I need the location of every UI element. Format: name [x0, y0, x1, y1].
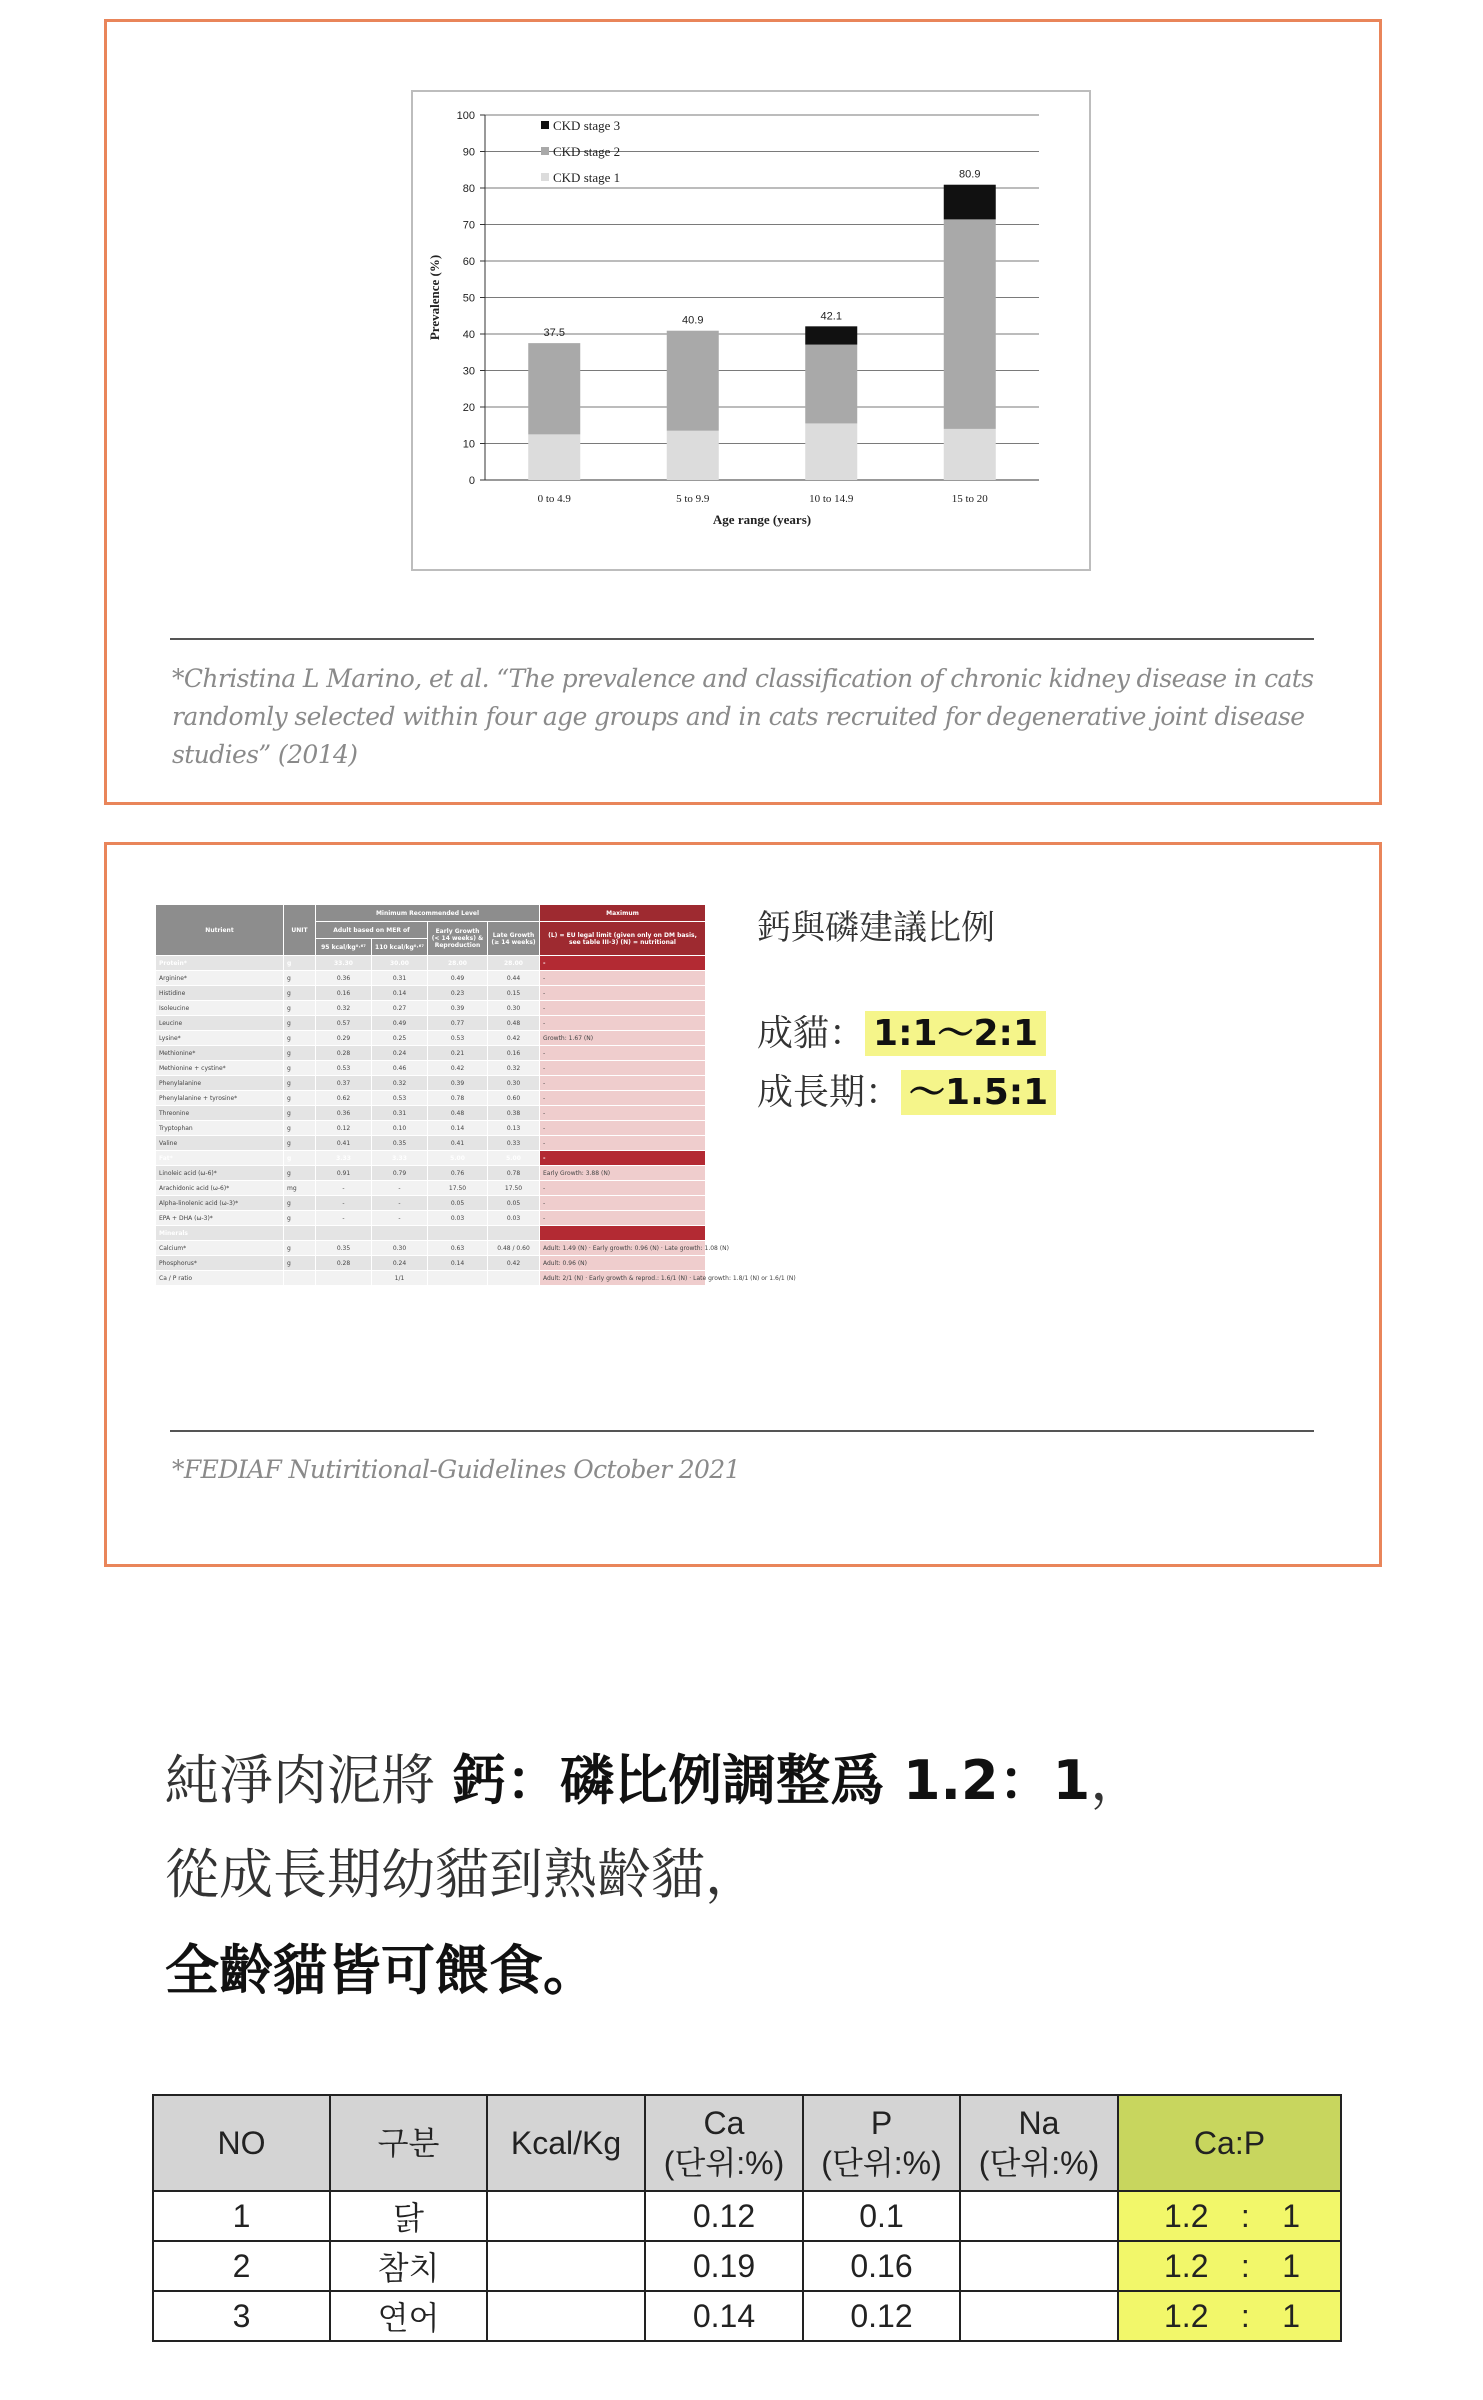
th-kcal: Kcal/Kg: [487, 2095, 645, 2191]
legend-swatch: [541, 147, 549, 155]
cell-ca: 0.12: [645, 2191, 803, 2241]
fediaf-nutrient-table: [155, 904, 796, 1286]
nutrient-adult-95: -: [316, 1211, 372, 1226]
nutrient-early: 0.42: [428, 1061, 488, 1076]
nutrient-max: [540, 1226, 706, 1241]
nutrient-late: 0.03: [488, 1211, 540, 1226]
nutrient-adult-110: 0.32: [372, 1076, 428, 1091]
headline-line2: 從成長期幼貓到熟齡貓，: [165, 1843, 759, 1906]
y-tick-label: 90: [462, 146, 475, 159]
th-early-growth: Early Growth (< 14 weeks) & Reproduction: [428, 922, 488, 956]
y-tick-label: 100: [456, 110, 475, 122]
nutrient-late: 0.48: [488, 1016, 540, 1031]
nutrient-name: Tryptophan: [156, 1121, 284, 1136]
nutrient-late: 0.38: [488, 1106, 540, 1121]
nutrient-name: Valine: [156, 1136, 284, 1151]
cap-p: 1: [1282, 2247, 1300, 2284]
nutrient-late: 0.78: [488, 1166, 540, 1181]
nutrient-name: Methionine*: [156, 1046, 284, 1061]
bar-segment: [528, 343, 580, 434]
legend-label: CKD stage 3: [553, 118, 621, 133]
nutrient-late: 0.48 / 0.60: [488, 1241, 540, 1256]
cap-p: 1: [1282, 2197, 1300, 2234]
cell-cap: [1118, 2241, 1341, 2291]
nutrient-unit: g: [284, 1091, 316, 1106]
nutrient-adult-110: 0.53: [372, 1091, 428, 1106]
bar-segment: [805, 423, 857, 480]
table-row: [153, 2191, 1341, 2241]
headline-line3-bold: 全齡貓皆可餵食。: [165, 1939, 597, 2002]
nutrient-row: [156, 1241, 706, 1256]
nutrient-adult-95: 0.57: [316, 1016, 372, 1031]
chart-citation: [172, 660, 1352, 774]
nutrient-name: Protein*: [156, 956, 284, 971]
nutrient-late: 5.00: [488, 1151, 540, 1166]
nutrient-late: 0.13: [488, 1121, 540, 1136]
nutrient-name: EPA + DHA (ω-3)*: [156, 1211, 284, 1226]
nutrient-unit: g: [284, 1166, 316, 1181]
nutrient-late: 0.30: [488, 1076, 540, 1091]
nutrient-adult-95: 0.29: [316, 1031, 372, 1046]
nutrient-early: 0.48: [428, 1106, 488, 1121]
cell-cap: [1118, 2191, 1341, 2241]
nutrient-early: 0.49: [428, 971, 488, 986]
th-max-note: (L) = EU legal limit (given only on DM basis, see table III-3) (N) = nutritional: [540, 922, 706, 956]
nutrient-row: [156, 1016, 706, 1031]
adult-ratio-value: 1:1～2:1: [865, 1011, 1046, 1056]
chart-citation-line1: *Christina L Marino, et al. “The prevalence and classification of chronic kidney disease in cats: [172, 664, 1314, 693]
ca-p-table: [152, 2094, 1342, 2342]
nutrient-row: [156, 971, 706, 986]
fediaf-citation: *FEDIAF Nutiritional-Guidelines October 2021: [172, 1455, 740, 1484]
nutrient-adult-95: [316, 1226, 372, 1241]
nutrient-max: -: [540, 1091, 706, 1106]
nutrient-name: Histidine: [156, 986, 284, 1001]
adult-ratio-label: 成貓：: [757, 1013, 866, 1054]
nutrient-name: Minerals: [156, 1226, 284, 1241]
nutrient-name: Threonine: [156, 1106, 284, 1121]
nutrient-late: 28.00: [488, 956, 540, 971]
nutrient-row: [156, 986, 706, 1001]
nutrient-adult-95: 0.91: [316, 1166, 372, 1181]
headline-line3: [165, 1928, 597, 2005]
th-late-growth: Late Growth (≥ 14 weeks): [488, 922, 540, 956]
cell-no: 2: [153, 2241, 330, 2291]
nutrient-adult-95: 33.30: [316, 956, 372, 971]
nutrient-group-row: [156, 956, 706, 971]
bar-total-label: 40.9: [682, 314, 704, 327]
y-tick-label: 20: [462, 402, 475, 414]
th-maximum: Maximum: [540, 905, 706, 922]
nutrient-early: 28.00: [428, 956, 488, 971]
nutrient-max: -: [540, 1061, 706, 1076]
nutrient-max: Adult: 2/1 (N) · Early growth & reprod.: 1.6/1 (N) · Late growth: 1.8/1 (N) or 1.6/1 (N): [540, 1271, 706, 1286]
x-tick-label: 5 to 9.9: [676, 493, 710, 505]
nutrient-early: 5.00: [428, 1151, 488, 1166]
nutrient-unit: g: [284, 1241, 316, 1256]
nutrient-unit: g: [284, 1196, 316, 1211]
nutrient-max: Early Growth: 3.88 (N): [540, 1166, 706, 1181]
nutrient-name: Fat*: [156, 1151, 284, 1166]
ckd-chart-frame: [411, 90, 1091, 571]
cell-kcal: [487, 2191, 645, 2241]
cell-cap: [1118, 2291, 1341, 2341]
growth-ratio-value: ～1.5:1: [901, 1070, 1056, 1115]
nutrient-max: -: [540, 1001, 706, 1016]
nutrient-max: Adult: 1.49 (N) · Early growth: 0.96 (N) · Late growth: 1.08 (N): [540, 1241, 706, 1256]
bar-segment: [667, 431, 719, 480]
nutrient-max: -: [540, 971, 706, 986]
growth-ratio-label: 成長期：: [757, 1072, 902, 1113]
nutrient-unit: g: [284, 1121, 316, 1136]
cap-ca: 1.2: [1164, 2197, 1209, 2234]
nutrient-adult-95: -: [316, 1196, 372, 1211]
nutrient-adult-110: 0.24: [372, 1046, 428, 1061]
nutrient-max: -: [540, 1136, 706, 1151]
legend-swatch: [541, 121, 549, 129]
fediaf-citation-divider: [170, 1430, 1314, 1432]
nutrient-early: 0.21: [428, 1046, 488, 1061]
nutrient-unit: [284, 1226, 316, 1241]
y-tick-label: 70: [462, 219, 475, 232]
nutrient-name: Lysine*: [156, 1031, 284, 1046]
nutrient-late: 0.60: [488, 1091, 540, 1106]
cap-sep: :: [1240, 2247, 1250, 2284]
nutrient-max: -: [540, 1046, 706, 1061]
nutrient-adult-95: 0.36: [316, 971, 372, 986]
nutrient-adult-110: 1/1: [372, 1271, 428, 1286]
nutrient-adult-95: 0.41: [316, 1136, 372, 1151]
cap-ca: 1.2: [1164, 2297, 1209, 2334]
y-tick-label: 30: [462, 365, 475, 378]
cap-sep: :: [1240, 2197, 1250, 2234]
nutrient-row: [156, 1091, 706, 1106]
nutrient-unit: g: [284, 956, 316, 971]
cell-kcal: [487, 2241, 645, 2291]
nutrient-late: [488, 1271, 540, 1286]
nutrient-max: -: [540, 1106, 706, 1121]
th-na-label: Na: [1018, 2105, 1060, 2141]
nutrient-row: [156, 1271, 706, 1286]
nutrient-group-row: [156, 1151, 706, 1166]
nutrient-adult-110: 0.10: [372, 1121, 428, 1136]
nutrient-unit: g: [284, 1211, 316, 1226]
cell-p: 0.12: [803, 2291, 960, 2341]
headline-line1-tail: ，: [1090, 1749, 1145, 1812]
bar-total-label: 37.5: [543, 327, 565, 340]
nutrient-name: Alpha-linolenic acid (ω-3)*: [156, 1196, 284, 1211]
cell-ca: 0.19: [645, 2241, 803, 2291]
cell-kind: 참치: [330, 2241, 487, 2291]
bar-total-label: 80.9: [959, 168, 981, 181]
fediaf-table-body: [156, 956, 796, 1286]
nutrient-early: 0.76: [428, 1166, 488, 1181]
nutrient-early: 17.50: [428, 1181, 488, 1196]
nutrient-early: 0.39: [428, 1076, 488, 1091]
adult-ratio-row: [757, 1005, 1046, 1056]
th-ca: [645, 2095, 803, 2191]
th-na-unit: (단위:%): [978, 2145, 1100, 2181]
nutrient-name: Arginine*: [156, 971, 284, 986]
nutrient-group-row: [156, 1226, 706, 1241]
nutrient-unit: g: [284, 1061, 316, 1076]
citation-divider: [170, 638, 1314, 640]
nutrient-max: -: [540, 1121, 706, 1136]
nutrient-unit: g: [284, 1151, 316, 1166]
nutrient-adult-110: 0.79: [372, 1166, 428, 1181]
nutrient-late: 0.30: [488, 1001, 540, 1016]
th-kind: 구분: [330, 2095, 487, 2191]
nutrient-adult-110: 3.33: [372, 1151, 428, 1166]
nutrient-early: 0.77: [428, 1016, 488, 1031]
th-ca-unit: (단위:%): [663, 2145, 785, 2181]
y-axis-label: Prevalence (%): [427, 254, 442, 341]
th-nutrient: Nutrient: [156, 905, 284, 956]
nutrient-adult-110: 0.46: [372, 1061, 428, 1076]
bar-segment: [805, 326, 857, 344]
nutrient-unit: g: [284, 1016, 316, 1031]
nutrient-late: 0.16: [488, 1046, 540, 1061]
nutrient-name: Isoleucine: [156, 1001, 284, 1016]
nutrient-early: 0.78: [428, 1091, 488, 1106]
nutrient-row: [156, 1121, 706, 1136]
nutrient-adult-95: 0.28: [316, 1046, 372, 1061]
nutrient-row: [156, 1211, 706, 1226]
nutrient-late: 0.32: [488, 1061, 540, 1076]
nutrient-unit: g: [284, 986, 316, 1001]
nutrient-adult-110: 0.25: [372, 1031, 428, 1046]
th-p-unit: (단위:%): [821, 2145, 942, 2181]
cell-na: [960, 2191, 1118, 2241]
nutrient-adult-110: -: [372, 1196, 428, 1211]
nutrient-name: Linoleic acid (ω-6)*: [156, 1166, 284, 1181]
y-tick-label: 10: [462, 438, 475, 451]
nutrient-late: 0.44: [488, 971, 540, 986]
cap-sep: :: [1240, 2297, 1250, 2334]
cap-ca: 1.2: [1164, 2247, 1209, 2284]
cell-no: 3: [153, 2291, 330, 2341]
ratio-title: 鈣與磷建議比例: [757, 908, 995, 948]
th-adult: Adult based on MER of: [316, 922, 428, 939]
cell-kind: 닭: [330, 2191, 487, 2241]
legend-swatch: [541, 173, 549, 181]
nutrient-name: Phenylalanine + tyrosine*: [156, 1091, 284, 1106]
nutrient-max: -: [540, 1076, 706, 1091]
ckd-stacked-bar-chart: [413, 92, 1089, 569]
nutrient-adult-110: -: [372, 1181, 428, 1196]
nutrient-row: [156, 1001, 706, 1016]
nutrient-adult-95: 3.33: [316, 1151, 372, 1166]
nutrient-row: [156, 1106, 706, 1121]
th-p: [803, 2095, 960, 2191]
bar-segment: [944, 185, 996, 220]
bar-segment: [944, 219, 996, 429]
nutrient-adult-95: 0.16: [316, 986, 372, 1001]
nutrient-unit: mg: [284, 1181, 316, 1196]
th-cap: Ca:P: [1118, 2095, 1341, 2191]
nutrient-unit: g: [284, 971, 316, 986]
nutrient-early: 0.03: [428, 1211, 488, 1226]
nutrient-late: 0.15: [488, 986, 540, 1001]
nutrient-row: [156, 1076, 706, 1091]
nutrient-name: Calcium*: [156, 1241, 284, 1256]
nutrient-name: Ca / P ratio: [156, 1271, 284, 1286]
nutrient-early: 0.23: [428, 986, 488, 1001]
th-p-label: P: [870, 2105, 893, 2141]
cell-no: 1: [153, 2191, 330, 2241]
nutrient-late: 17.50: [488, 1181, 540, 1196]
nutrient-early: [428, 1226, 488, 1241]
nutrient-early: 0.14: [428, 1256, 488, 1271]
nutrient-adult-110: 0.31: [372, 1106, 428, 1121]
nutrient-late: [488, 1226, 540, 1241]
nutrient-max: -: [540, 1181, 706, 1196]
th-ca-label: Ca: [703, 2105, 745, 2141]
nutrient-early: 0.39: [428, 1001, 488, 1016]
bar-total-label: 42.1: [820, 310, 842, 323]
y-tick-label: 60: [462, 256, 475, 268]
cap-p: 1: [1282, 2297, 1300, 2334]
cell-na: [960, 2291, 1118, 2341]
nutrient-unit: g: [284, 1031, 316, 1046]
th-kcal95: 95 kcal/kg⁰·⁶⁷: [316, 939, 372, 956]
nutrient-name: Methionine + cystine*: [156, 1061, 284, 1076]
legend-label: CKD stage 2: [553, 144, 621, 159]
nutrient-adult-95: 0.37: [316, 1076, 372, 1091]
nutrient-early: 0.53: [428, 1031, 488, 1046]
nutrient-adult-95: 0.32: [316, 1001, 372, 1016]
nutrient-adult-110: [372, 1226, 428, 1241]
nutrient-row: [156, 1256, 706, 1271]
th-kcal110: 110 kcal/kg⁰·⁶⁷: [372, 939, 428, 956]
nutrient-late: 0.05: [488, 1196, 540, 1211]
nutrient-adult-95: -: [316, 1181, 372, 1196]
nutrient-max: -: [540, 1151, 706, 1166]
nutrient-adult-110: 0.27: [372, 1001, 428, 1016]
nutrient-adult-95: 0.62: [316, 1091, 372, 1106]
nutrient-row: [156, 1031, 706, 1046]
cell-p: 0.1: [803, 2191, 960, 2241]
nutrient-max: -: [540, 986, 706, 1001]
nutrient-adult-110: 0.35: [372, 1136, 428, 1151]
nutrient-name: Leucine: [156, 1016, 284, 1031]
cell-kind: 연어: [330, 2291, 487, 2341]
nutrient-row: [156, 1196, 706, 1211]
nutrient-unit: g: [284, 1256, 316, 1271]
x-tick-label: 10 to 14.9: [809, 493, 854, 505]
nutrient-unit: g: [284, 1076, 316, 1091]
nutrient-late: 0.42: [488, 1256, 540, 1271]
y-tick-label: 80: [462, 183, 475, 195]
bar-segment: [667, 331, 719, 431]
nutrient-adult-110: 0.31: [372, 971, 428, 986]
table-row: [153, 2291, 1341, 2341]
nutrient-unit: g: [284, 1046, 316, 1061]
nutrient-adult-95: [316, 1271, 372, 1286]
th-unit: UNIT: [284, 905, 316, 956]
nutrient-row: [156, 1166, 706, 1181]
nutrient-name: Phenylalanine: [156, 1076, 284, 1091]
nutrient-max: -: [540, 1211, 706, 1226]
nutrient-unit: g: [284, 1136, 316, 1151]
nutrient-adult-95: 0.28: [316, 1256, 372, 1271]
y-tick-label: 50: [462, 292, 475, 305]
bar-segment: [528, 434, 580, 480]
cell-kcal: [487, 2291, 645, 2341]
nutrient-row: [156, 1046, 706, 1061]
growth-ratio-row: [757, 1064, 1056, 1115]
nutrient-unit: g: [284, 1106, 316, 1121]
nutrient-adult-110: 30.00: [372, 956, 428, 971]
nutrient-early: [428, 1271, 488, 1286]
nutrient-adult-95: 0.53: [316, 1061, 372, 1076]
nutrient-early: 0.05: [428, 1196, 488, 1211]
nutrient-row: [156, 1136, 706, 1151]
th-no: NO: [153, 2095, 330, 2191]
nutrient-adult-110: 0.30: [372, 1241, 428, 1256]
nutrient-row: [156, 1181, 706, 1196]
nutrient-adult-110: 0.24: [372, 1256, 428, 1271]
nutrient-late: 0.42: [488, 1031, 540, 1046]
nutrient-max: -: [540, 1016, 706, 1031]
nutrient-name: Arachidonic acid (ω-6)*: [156, 1181, 284, 1196]
nutrient-adult-95: 0.12: [316, 1121, 372, 1136]
x-axis-label: Age range (years): [712, 512, 812, 527]
headline-line1-bold: 鈣：磷比例調整爲 1.2：1: [452, 1749, 1091, 1812]
nutrient-row: [156, 1061, 706, 1076]
nutrient-late: 0.33: [488, 1136, 540, 1151]
nutrient-adult-110: 0.14: [372, 986, 428, 1001]
nutrient-max: -: [540, 956, 706, 971]
headline-line1: [165, 1738, 1144, 1815]
cell-ca: 0.14: [645, 2291, 803, 2341]
x-tick-label: 15 to 20: [951, 493, 988, 505]
bar-segment: [944, 429, 996, 480]
x-tick-label: 0 to 4.9: [537, 493, 571, 505]
nutrient-max: Growth: 1.67 (N): [540, 1031, 706, 1046]
table-row: [153, 2241, 1341, 2291]
nutrient-early: 0.14: [428, 1121, 488, 1136]
nutrient-adult-110: 0.49: [372, 1016, 428, 1031]
cell-na: [960, 2241, 1118, 2291]
nutrient-name: Phosphorus*: [156, 1256, 284, 1271]
nutrient-max: Adult: 0.96 (N): [540, 1256, 706, 1271]
nutrient-adult-95: 0.36: [316, 1106, 372, 1121]
nutrient-early: 0.41: [428, 1136, 488, 1151]
bar-segment: [805, 345, 857, 424]
chart-citation-line2: randomly selected within four age groups and in cats recruited for degenerative joint disease studies” (2014): [172, 702, 1305, 769]
y-tick-label: 0: [468, 475, 475, 487]
th-na: [960, 2095, 1118, 2191]
headline-line1-normal: 純淨肉泥將: [165, 1749, 453, 1812]
legend-label: CKD stage 1: [553, 170, 621, 185]
y-tick-label: 40: [462, 329, 475, 341]
cell-p: 0.16: [803, 2241, 960, 2291]
nutrient-early: 0.63: [428, 1241, 488, 1256]
nutrient-max: -: [540, 1196, 706, 1211]
nutrient-adult-110: -: [372, 1211, 428, 1226]
th-min-level: Minimum Recommended Level: [316, 905, 540, 922]
nutrient-unit: g: [284, 1001, 316, 1016]
nutrient-adult-95: 0.35: [316, 1241, 372, 1256]
nutrient-unit: [284, 1271, 316, 1286]
